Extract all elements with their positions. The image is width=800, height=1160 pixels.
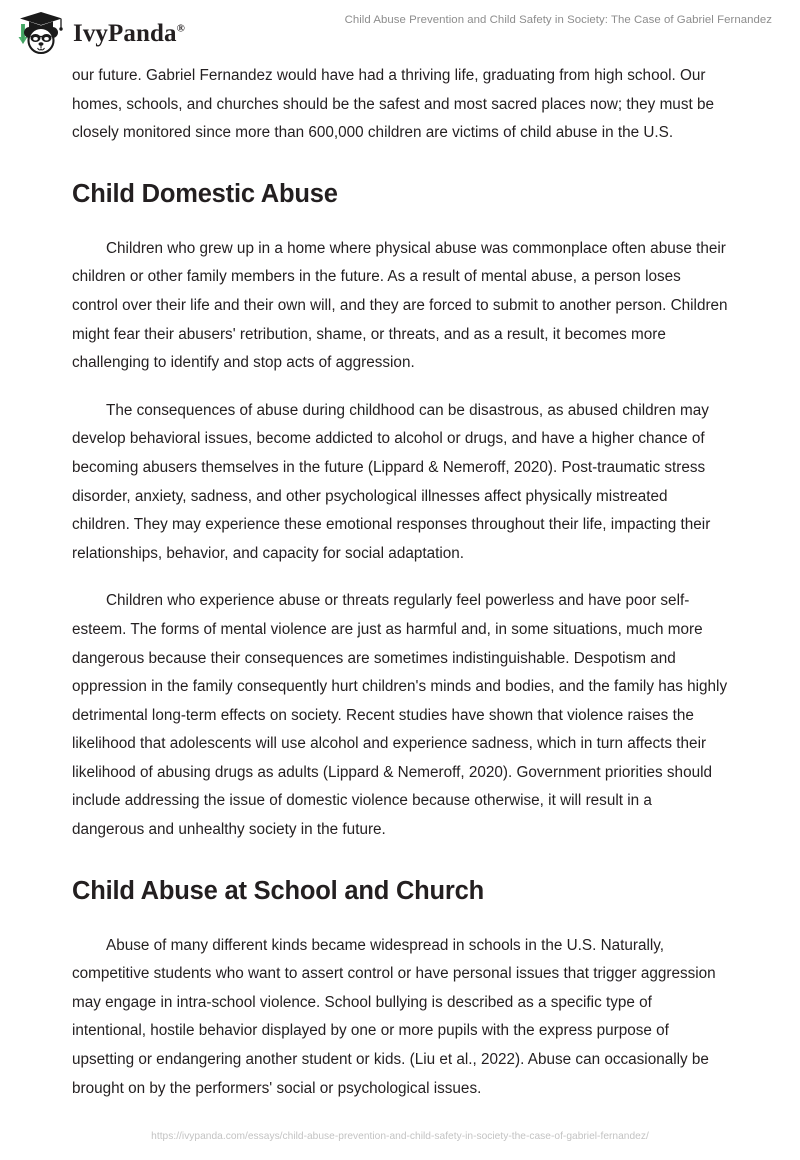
page-footer [0,1126,800,1144]
spacer [72,845,728,875]
source-url-link[interactable]: https://ivypanda.com/essays/child-abuse-prevention-and-child-safety-in-society-the-case-of-gabriel-fernandez/ [151,1131,649,1142]
paragraph: The consequences of abuse during childhood can be disastrous, as abused children may develop behavioral issues, become addicted to alcohol or drugs, and have a higher chance of becoming abusers themselves in the future (Lippard & Nemeroff, 2020). Post-traumatic stress disorder, anxiety, sadness, and other psychological illnesses affect physically mistreated children. They may experience these emotional responses throughout their life, impacting their relationships, behavior, and capacity for social adaptation. [72,401,711,562]
paragraph: Abuse of many different kinds became widespread in schools in the U.S. Naturally, competitive students who want to assert control or have personal issues that trigger aggression may engage in intra-school violence. School bullying is described as a specific type of intentional, hostile behavior displayed by one or more pupils with the express purpose of upsetting or endangering another student or kids. (Liu et al., 2022). Abuse can occasionally be brought on by the performers' social or psychological issues. [72,936,716,1097]
paragraph: Children who grew up in a home where physical abuse was commonplace often abuse their children or other family members in the future. As a result of mental abuse, a person loses control over their life and their own will, and they are forced to submit to another person. Children might fear their abusers' retribution, shame, or threats, and as a result, it becomes more challenging to identify and stop acts of aggression. [72,239,728,372]
document-running-title: Child Abuse Prevention and Child Safety in Society: The Case of Gabriel Fernandez [344,14,772,26]
registered-mark: ® [176,22,185,35]
section-heading-child-abuse-at-school-and-church: Child Abuse at School and Church [72,876,485,905]
brand-name-text: IvyPanda [73,20,177,47]
spacer [72,568,728,587]
page-header [0,0,800,62]
panda-graduate-logo-icon [14,9,66,56]
spacer [72,148,728,178]
spacer [72,210,728,235]
brand-logo[interactable] [14,9,185,56]
paragraph: Children who experience abuse or threats regularly feel powerless and have poor self-esteem. The forms of mental violence are just as harmful and, in some situations, much more dangerous because their consequences are sometimes indistinguishable. Despotism and oppression in the family consequently hurt children's minds and bodies, and the family has highly detrimental long-term effects on society. Recent studies have shown that violence raises the likelihood that adolescents will use alcohol and experience sadness, which in turn affects their likelihood of abusing drugs as adults (Lippard & Nemeroff, 2020). Government priorities should include addressing the issue of domestic violence because otherwise, it will result in a dangerous and unhealthy society in the future. [72,592,728,839]
paragraph-continued: our future. Gabriel Fernandez would have had a thriving life, graduating from high school. Our homes, schools, and churches should be the safest and most sacred places now; they must be closely monitored since more than 600,000 children are victims of child abuse in the U.S. [72,67,714,142]
document-body [72,62,728,1103]
brand-wordmark [73,21,185,46]
section-heading-child-domestic-abuse: Child Domestic Abuse [72,179,338,208]
spacer [72,907,728,932]
spacer [72,378,728,397]
